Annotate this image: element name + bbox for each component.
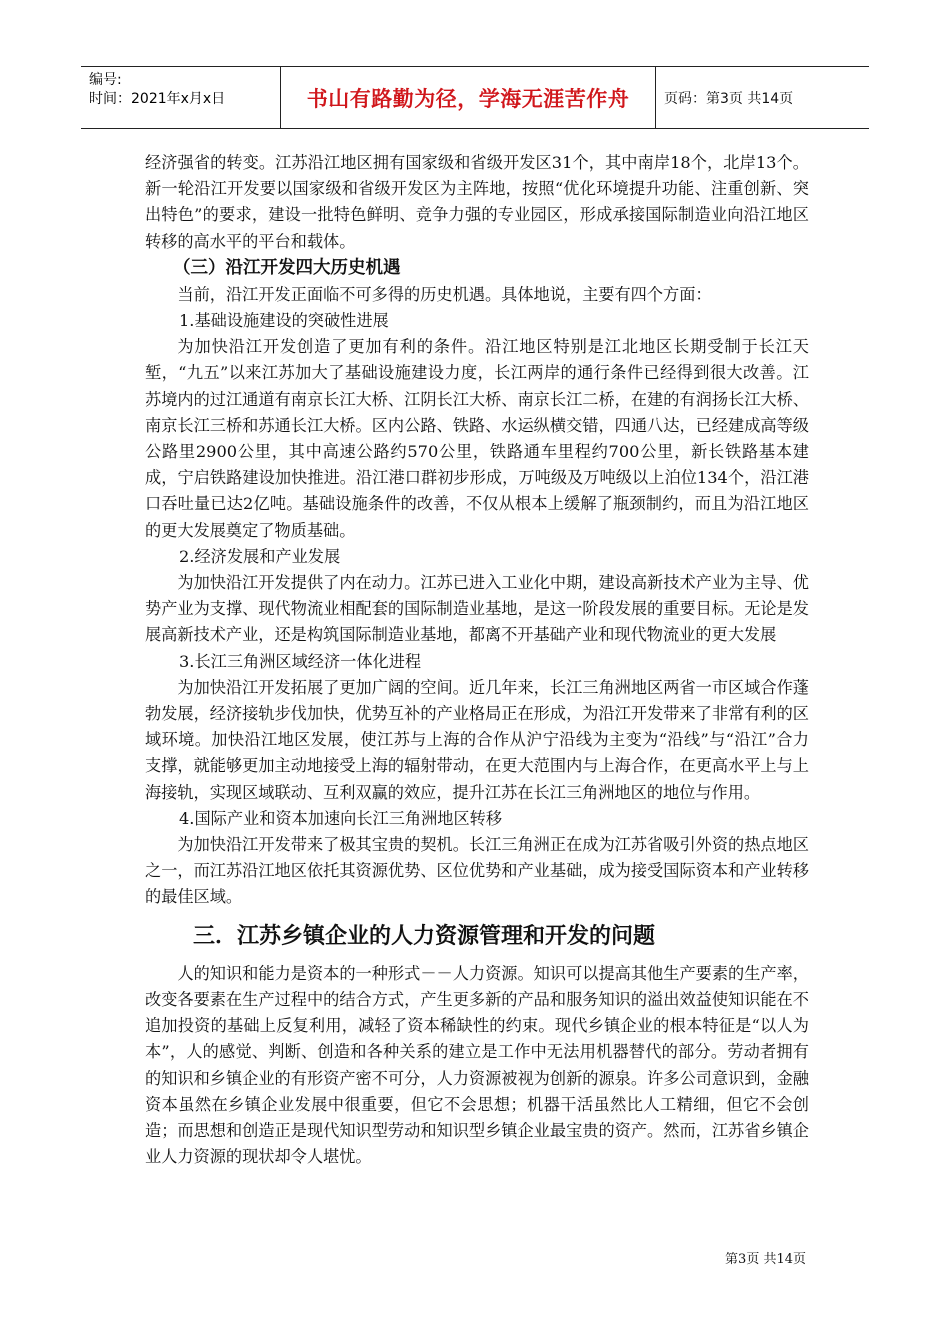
paragraph: 为加快沿江开发创造了更加有利的条件。沿江地区特别是江北地区长期受制于长江天堑，“九五”以来江苏加大了基础设施建设力度，长江两岸的通行条件已经得到很大改善。江苏境内的过江通道有南京长江大桥、江阴长江大桥、南京长江二桥，在建的有润扬长江大桥、南京长江三桥和苏通长江大桥。区内公路、铁路、水运纵横交错，四通八达，已经建成高等级公路里2900公里，其中高速公路约570公里，铁路通车里程约700公里，新长铁路基本建成，宁启铁路建设加快推进。沿江港口群初步形成，万吨级及万吨级以上泊位134个，沿江港口吞吐量已达2亿吨。基础设施条件的改善，不仅从根本上缓解了瓶颈制约，而且为沿江地区的更大发展奠定了物质基础。 (145, 337, 809, 540)
paragraph: 经济强省的转变。江苏沿江地区拥有国家级和省级开发区31个，其中南岸18个，北岸13个。新一轮沿江开发要以国家级和省级开发区为主阵地，按照“优化环境提升功能、注重创新、突出特色”的要求，建设一批特色鲜明、竞争力强的专业园区，形成承接国际制造业向沿江地区转移的高水平的平台和载体。 (145, 153, 809, 251)
document-header (81, 66, 869, 129)
header-motto: 书山有路勤为径，学海无涯苦作舟 (281, 67, 656, 128)
paragraph: 当前，沿江开发正面临不可多得的历史机遇。具体地说，主要有四个方面： (177, 284, 712, 304)
serial-label: 编号: (89, 72, 122, 88)
page-footer: 第3页 共14页 (725, 1252, 806, 1267)
header-meta (81, 67, 281, 128)
section-heading: （三）沿江开发四大历史机遇 (173, 257, 401, 278)
header-page-info: 页码：第3页 共14页 (664, 90, 794, 107)
chapter-heading: 三．江苏乡镇企业的人力资源管理和开发的问题 (193, 923, 656, 949)
paragraph: 为加快沿江开发拓展了更加广阔的空间。近几年来，长江三角洲地区两省一市区域合作蓬勃发展，经济接轨步伐加快，优势互补的产业格局正在形成，为沿江开发带来了非常有利的区域环境。加快沿江地区发展，使江苏与上海的合作从沪宁沿线为主变为“沿线”与“沿江”合力支撑，就能够更加主动地接受上海的辐射带动，在更大范围内与上海合作，在更高水平上与上海接轨，实现区域联动、互利双赢的效应，提升江苏在长江三角洲地区的地位与作用。 (145, 677, 809, 802)
subheading: 2.经济发展和产业发展 (179, 546, 341, 566)
subheading: 4.国际产业和资本加速向长江三角洲地区转移 (179, 808, 503, 828)
date-label: 时间：2021年x月x日 (89, 91, 226, 107)
paragraph: 人的知识和能力是资本的一种形式－－人力资源。知识可以提高其他生产要素的生产率，改变各要素在生产过程中的结合方式，产生更多新的产品和服务知识的溢出效益使知识能在不追加投资的基础上反复利用，减轻了资本稀缺性的约束。现代乡镇企业的根本特征是“以人为本”，人的感觉、判断、创造和各种关系的建立是工作中无法用机器替代的部分。劳动者拥有的知识和乡镇企业的有形资产密不可分，人力资源被视为创新的源泉。许多公司意识到，金融资本虽然在乡镇企业发展中很重要，但它不会思想；机器干活虽然比人工精细，但它不会创造；而思想和创造正是现代知识型劳动和知识型乡镇企业最宝贵的资产。然而，江苏省乡镇企业人力资源的现状却令人堪忧。 (145, 963, 809, 1167)
subheading: 1.基础设施建设的突破性进展 (179, 311, 389, 331)
subheading: 3.长江三角洲区域经济一体化进程 (179, 651, 422, 671)
paragraph: 为加快沿江开发带来了极其宝贵的契机。长江三角洲正在成为江苏省吸引外资的热点地区之一，而江苏沿江地区依托其资源优势、区位优势和产业基础，成为接受国际资本和产业转移的最佳区域。 (145, 835, 809, 907)
document-body (145, 150, 809, 1170)
paragraph: 为加快沿江开发提供了内在动力。江苏已进入工业化中期，建设高新技术产业为主导、优势产业为支撑、现代物流业相配套的国际制造业基地，是这一阶段发展的重要目标。无论是发展高新技术产业，还是构筑国际制造业基地，都离不开基础产业和现代物流业的更大发展 (145, 573, 809, 645)
